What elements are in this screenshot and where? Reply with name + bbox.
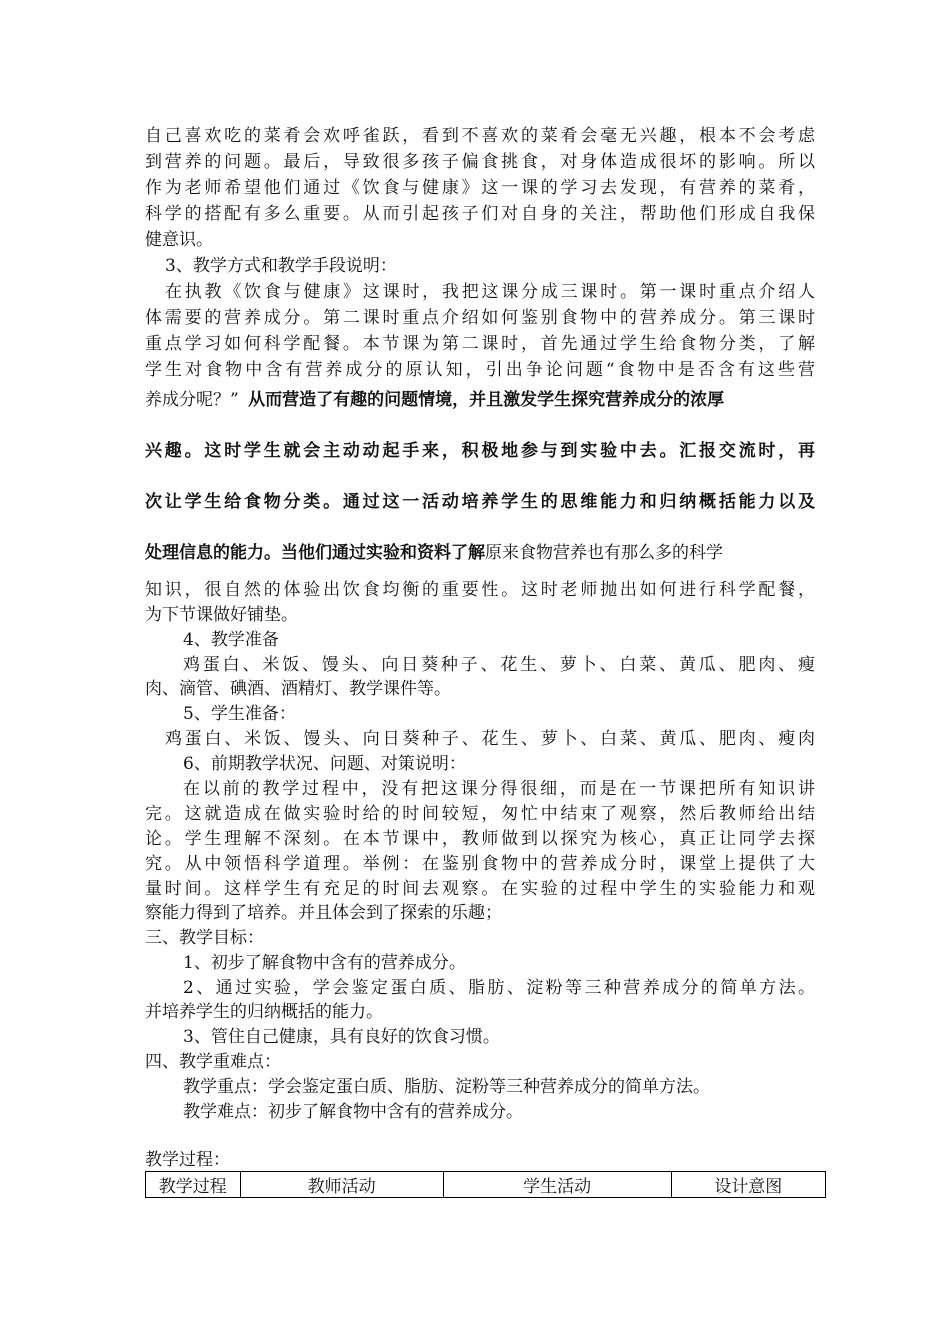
paragraph-line: 健意识。 — [145, 230, 213, 250]
column-header: 设计意图 — [671, 1172, 825, 1198]
list-item: 3、管住自己健康，具有良好的饮食习惯。 — [183, 1027, 500, 1047]
list-item: 1、初步了解食物中含有的营养成分。 — [183, 953, 466, 973]
paragraph-line: 鸡蛋白、米饭、馒头、向日葵种子、花生、萝卜、白菜、黄瓜、肥肉、瘦肉 — [165, 729, 815, 749]
section-heading: 四、教学重难点： — [145, 1052, 281, 1072]
paragraph-line: 完。这就造成在做实验时给的时间较短，匆忙中结束了观察，然后教师给出结 — [145, 804, 815, 824]
paragraph-line: 为下节课做好铺垫。 — [145, 605, 298, 625]
paragraph-line: 学生对食物中含有营养成分的原认知，引出争论问题“食物中是否含有这些营 — [145, 360, 815, 380]
paragraph-line-mixed — [145, 539, 815, 567]
section-heading: 三、教学目标： — [145, 928, 264, 948]
paragraph-line-mixed — [145, 386, 815, 414]
paragraph-line: 肉、滴管、碘酒、酒精灯、教学课件等。 — [145, 679, 451, 699]
column-header: 学生活动 — [443, 1172, 671, 1198]
paragraph-fragment: 原来食物营养也有那么多的科学 — [485, 543, 723, 563]
paragraph-line: 教学难点：初步了解食物中含有的营养成分。 — [183, 1102, 523, 1122]
section-heading: 3、教学方式和教学手段说明： — [165, 256, 397, 276]
section-heading: 6、前期教学状况、问题、对策说明： — [183, 754, 466, 774]
teaching-process-table — [145, 1171, 826, 1198]
paragraph-line: 在以前的教学过程中，没有把这课分得很细，而是在一节课把所有知识讲 — [183, 779, 815, 799]
list-item: 2、通过实验，学会鉴定蛋白质、脂肪、淀粉等三种营养成分的简单方法。 — [183, 978, 815, 998]
paragraph-line: 论。学生理解不深刻。在本节课中，教师做到以探究为核心，真正让同学去探 — [145, 829, 815, 849]
paragraph-line: 在执教《饮食与健康》这课时，我把这课分成三课时。第一课时重点介绍人 — [165, 282, 815, 302]
paragraph-line-bold: 次让学生给食物分类。通过这一活动培养学生的思维能力和归纳概括能力以及 — [145, 492, 815, 512]
paragraph-fragment-bold: 处理信息的能力。当他们通过实验和资料了解 — [145, 543, 485, 563]
paragraph-fragment-bold: 从而营造了有趣的问题情境，并且激发学生探究营养成分的浓厚 — [248, 390, 725, 410]
paragraph-line: 体需要的营养成分。第二课时重点介绍如何鉴别食物中的营养成分。第三课时 — [145, 308, 815, 328]
paragraph-line: 知识，很自然的体验出饮食均衡的重要性。这时老师抛出如何进行科学配餐， — [145, 580, 815, 600]
paragraph-line: 量时间。这样学生有充足的时间去观察。在实验的过程中学生的实验能力和观 — [145, 879, 815, 899]
paragraph-line: 到营养的问题。最后，导致很多孩子偏食挑食，对身体造成很坏的影响。所以 — [145, 152, 815, 172]
table-header-row — [146, 1172, 826, 1198]
paragraph-line: 鸡蛋白、米饭、馒头、向日葵种子、花生、萝卜、白菜、黄瓜、肥肉、瘦 — [183, 655, 815, 675]
paragraph-line: 自己喜欢吃的菜肴会欢呼雀跃，看到不喜欢的菜肴会毫无兴趣，根本不会考虑 — [145, 126, 815, 146]
paragraph-line: 作为老师希望他们通过《饮食与健康》这一课的学习去发现，有营养的菜肴， — [145, 178, 815, 198]
section-heading: 教学过程： — [145, 1150, 230, 1170]
paragraph-line: 察能力得到了培养。并且体会到了探索的乐趣； — [145, 903, 502, 923]
paragraph-line-bold: 兴趣。这时学生就会主动动起手来，积极地参与到实验中去。汇报交流时，再 — [145, 441, 815, 461]
paragraph-line: 科学的搭配有多么重要。从而引起孩子们对自身的关注，帮助他们形成自我保 — [145, 204, 815, 224]
paragraph-fragment: 养成分呢？” — [145, 390, 239, 410]
paragraph-line: 重点学习如何科学配餐。本节课为第二课时，首先通过学生给食物分类，了解 — [145, 334, 815, 354]
column-header: 教学过程 — [146, 1172, 241, 1198]
paragraph-line: 究。从中领悟科学道理。举例：在鉴别食物中的营养成分时，课堂上提供了大 — [145, 854, 815, 874]
column-header: 教师活动 — [240, 1172, 443, 1198]
paragraph-line: 并培养学生的归纳概括的能力。 — [145, 1002, 383, 1022]
section-heading: 5、学生准备： — [183, 704, 296, 724]
section-heading: 4、教学准备 — [183, 630, 279, 650]
paragraph-line: 教学重点：学会鉴定蛋白质、脂肪、淀粉等三种营养成分的简单方法。 — [183, 1077, 710, 1097]
